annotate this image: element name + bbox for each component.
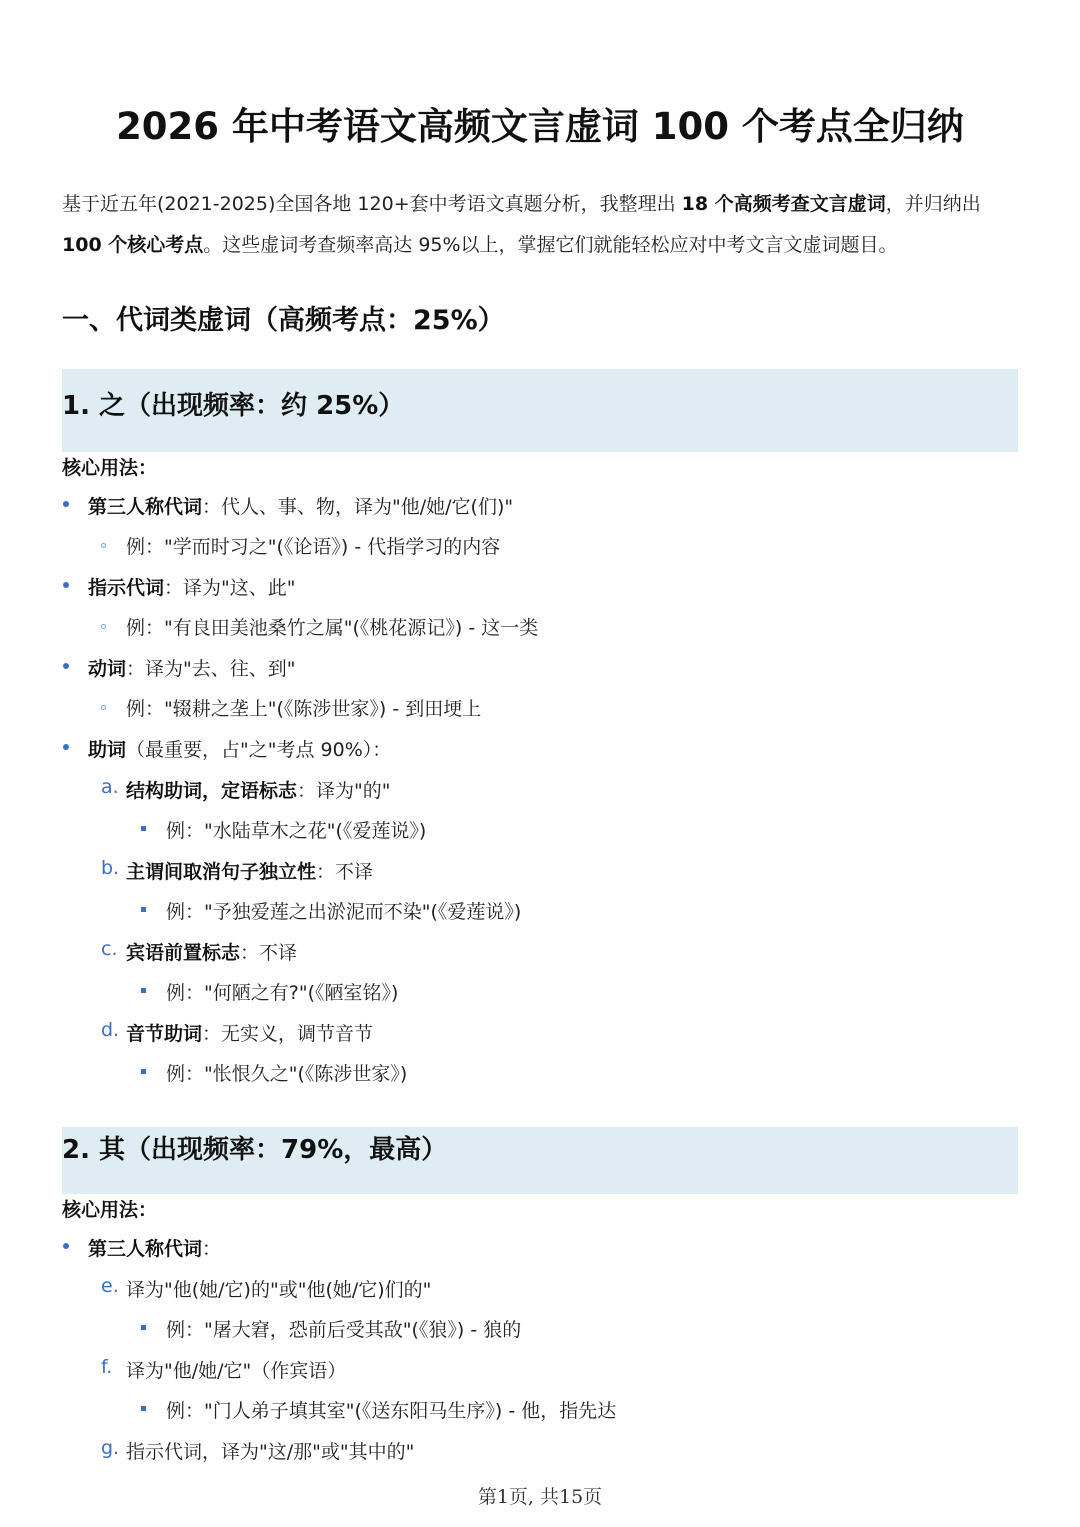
list-item: 动词：译为"去、往、到" (88, 658, 296, 680)
word-heading-qi (62, 1127, 1018, 1194)
ring-bullet-icon (101, 624, 106, 629)
list-item: 指示代词：译为"这、此" (88, 577, 296, 599)
intro-text-1: 基于近五年(2021-2025)全国各地 120+套中考语文真题分析，我整理出 (62, 193, 682, 215)
intro-paragraph (62, 184, 1022, 266)
intro-text-2: ，并归纳出 (885, 193, 981, 215)
core-usage-label-2: 核心用法： (62, 1199, 158, 1221)
square-bullet-icon (141, 907, 146, 912)
intro-text-3: 。这些虚词考查频率高达 95%以上，掌握它们就能轻松应对中考文言文虚词题目。 (203, 234, 898, 256)
sub-item: 音节助词：无实义，调节音节 (126, 1023, 374, 1045)
page-title: 2026 年中考语文高频文言虚词 100 个考点全归纳 (116, 105, 964, 148)
page-footer: 第1页, 共15页 (477, 1486, 603, 1508)
square-bullet-icon (141, 1406, 146, 1411)
sub-item: 译为"他(她/它)的"或"他(她/它)们的" (126, 1279, 432, 1301)
ring-bullet-icon (101, 705, 106, 710)
bullet-icon (63, 501, 69, 507)
intro-bold-2: 100 个核心考点 (62, 234, 204, 256)
list-item: 第三人称代词： (88, 1238, 222, 1260)
example-item: 例："水陆草木之花"(《爱莲说》) (166, 820, 427, 842)
sub-item: 结构助词，定语标志：译为"的" (126, 780, 391, 802)
square-bullet-icon (141, 988, 146, 993)
square-bullet-icon (141, 1325, 146, 1330)
core-usage-label-1: 核心用法： (62, 457, 158, 479)
word-heading-qi-text: 2. 其（出现频率：79%，最高） (62, 1135, 448, 1165)
example-item: 例："有良田美池桑竹之属"(《桃花源记》) - 这一类 (126, 617, 539, 639)
example-item: 例："予独爱莲之出淤泥而不染"(《爱莲说》) (166, 901, 522, 923)
list-marker-f: f. (101, 1356, 113, 1378)
ring-bullet-icon (101, 543, 106, 548)
sub-item: 译为"他/她/它"（作宾语） (126, 1360, 347, 1382)
list-item: 助词（最重要，占"之"考点 90%）： (88, 739, 392, 761)
bullet-icon (63, 582, 69, 588)
square-bullet-icon (141, 826, 146, 831)
sub-item: 指示代词，译为"这/那"或"其中的" (126, 1441, 415, 1463)
bullet-icon (63, 663, 69, 669)
list-marker-b: b. (101, 857, 120, 879)
example-item: 例："怅恨久之"(《陈涉世家》) (166, 1063, 408, 1085)
word-heading-zhi (62, 369, 1018, 452)
example-item: 例："屠大窘，恐前后受其敌"(《狼》) - 狼的 (166, 1319, 522, 1341)
list-marker-c: c. (101, 938, 118, 960)
list-item: 第三人称代词：代人、事、物，译为"他/她/它(们)" (88, 496, 514, 518)
bullet-icon (63, 1243, 69, 1249)
sub-item: 主谓间取消句子独立性：不译 (126, 861, 374, 883)
list-marker-e: e. (101, 1275, 119, 1297)
square-bullet-icon (141, 1069, 146, 1074)
example-item: 例："门人弟子填其室"(《送东阳马生序》) - 他，指先达 (166, 1400, 617, 1422)
example-item: 例："学而时习之"(《论语》) - 代指学习的内容 (126, 536, 501, 558)
intro-bold-1: 18 个高频考查文言虚词 (681, 193, 886, 215)
list-marker-g: g. (101, 1437, 120, 1459)
sub-item: 宾语前置标志：不译 (126, 942, 298, 964)
section-heading-pronouns: 一、代词类虚词（高频考点：25%） (62, 305, 505, 336)
list-marker-d: d. (101, 1019, 120, 1041)
word-heading-zhi-text: 1. 之（出现频率：约 25%） (62, 391, 405, 421)
list-marker-a: a. (101, 776, 119, 798)
example-item: 例："辍耕之垄上"(《陈涉世家》) - 到田埂上 (126, 698, 482, 720)
example-item: 例："何陋之有?"(《陋室铭》) (166, 982, 399, 1004)
bullet-icon (63, 744, 69, 750)
